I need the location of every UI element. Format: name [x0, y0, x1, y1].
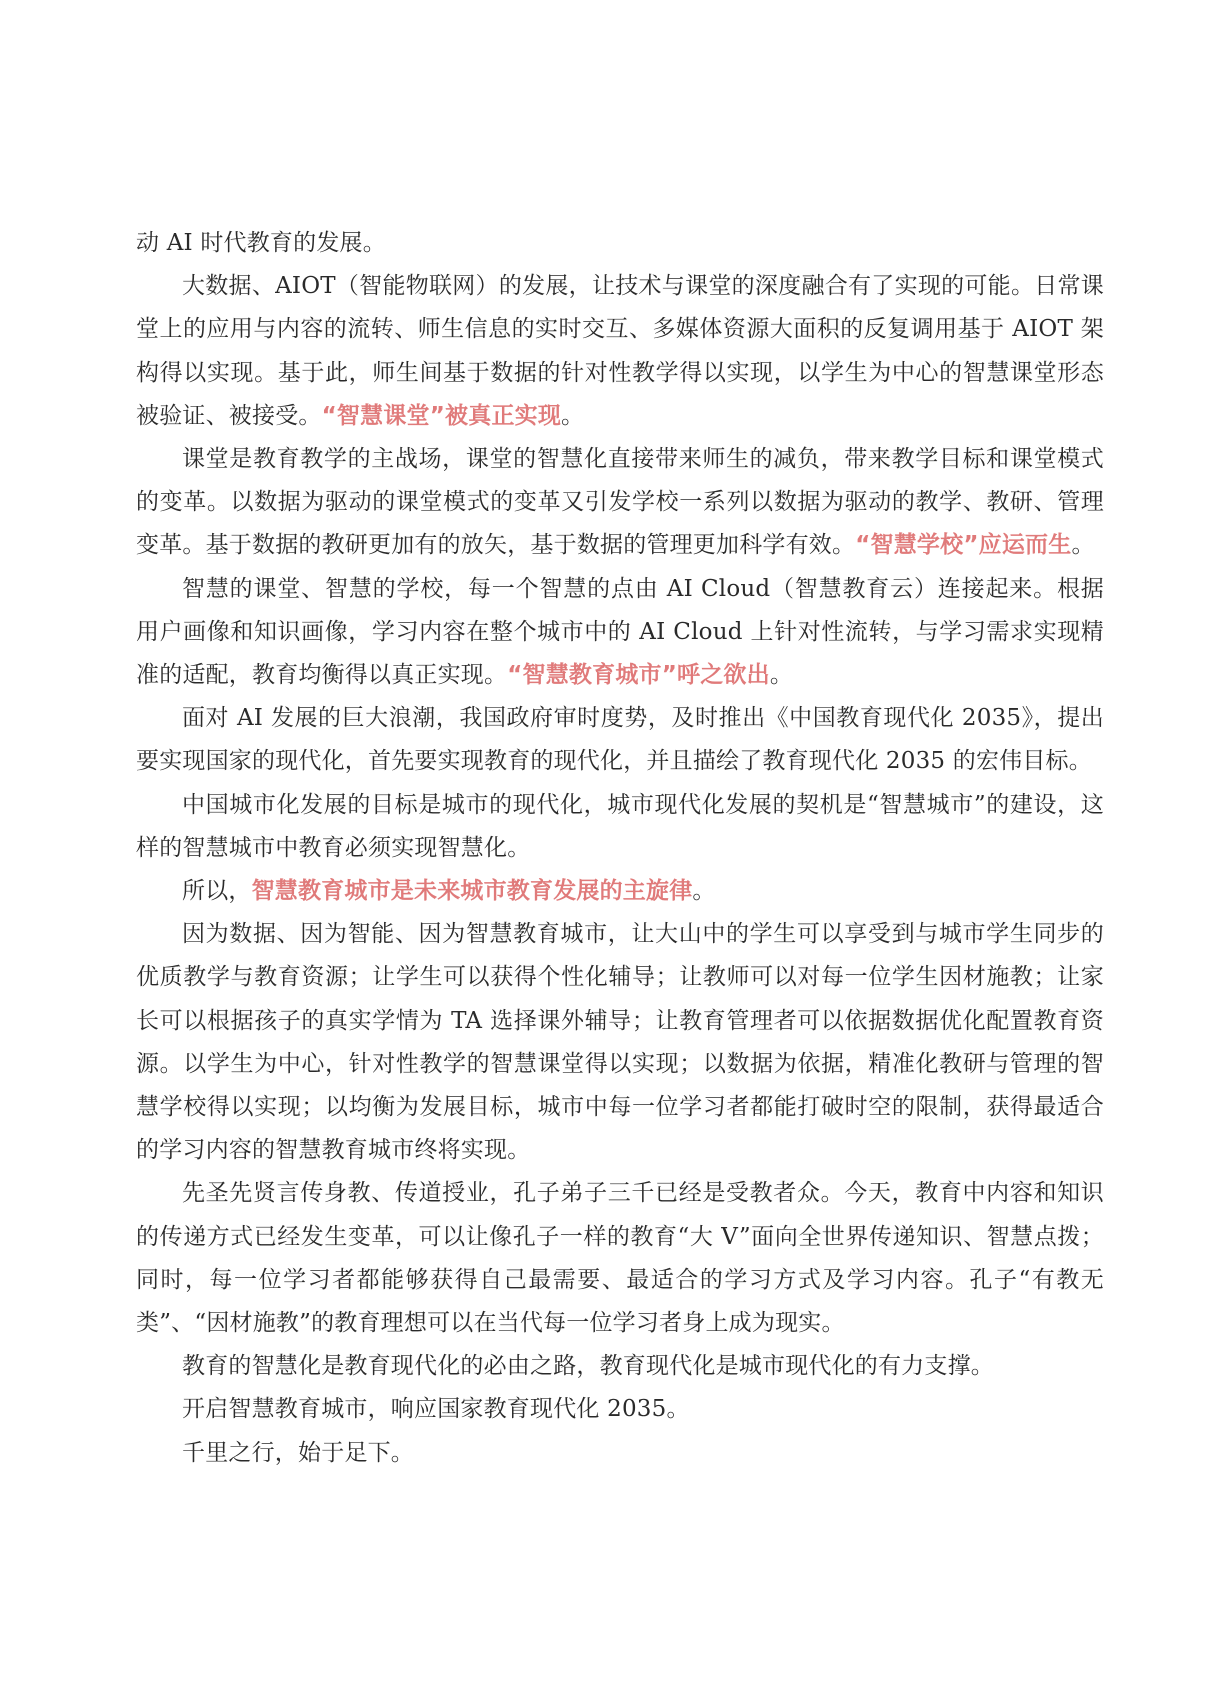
paragraph-text: 所以， [182, 878, 252, 905]
paragraph-tail: 。 [1071, 532, 1095, 559]
paragraph-text: 中国城市化发展的目标是城市的现代化，城市现代化发展的契机是“智慧城市”的建设，这样的智慧城市中教育必须实现智慧化。 [136, 791, 1104, 861]
highlight-smart-education-city: “智慧教育城市”呼之欲出 [507, 662, 770, 689]
paragraph-text: 千里之行，始于足下。 [182, 1439, 414, 1466]
paragraph-2 [136, 265, 1104, 438]
paragraph-text: 动 AI 时代教育的发展。 [136, 230, 386, 256]
paragraph-9 [136, 1172, 1104, 1345]
highlight-smart-school: “智慧学校”应运而生 [855, 532, 1072, 559]
highlight-main-theme: 智慧教育城市是未来城市教育发展的主旋律 [251, 878, 693, 905]
paragraph-10 [136, 1345, 1104, 1388]
paragraph-text: 先圣先贤言传身教、传道授业，孔子弟子三千已经是受教者众。今天，教育中内容和知识的传递方式已经发生变革，可以让像孔子一样的教育“大 V”面向全世界传递知识、智慧点拨；同时，每一位学习者都能够获得自己最需要、最适合的学习方式及学习内容。孔子“有教无类”、“因材施教”的教育理想可以在当代每一位学习者身上成为现实。 [136, 1180, 1104, 1337]
paragraph-1 [136, 222, 1104, 265]
paragraph-8 [136, 913, 1104, 1172]
paragraph-7 [136, 870, 1104, 913]
paragraph-3 [136, 438, 1104, 568]
paragraph-6 [136, 784, 1104, 870]
paragraph-text: 开启智慧教育城市，响应国家教育现代化 2035。 [182, 1396, 690, 1423]
paragraph-text: 教育的智慧化是教育现代化的必由之路，教育现代化是城市现代化的有力支撑。 [182, 1353, 994, 1380]
paragraph-5 [136, 697, 1104, 783]
paragraph-11 [136, 1388, 1104, 1431]
paragraph-4 [136, 568, 1104, 698]
highlight-smart-classroom: “智慧课堂”被真正实现 [321, 402, 562, 429]
paragraph-text: 面对 AI 发展的巨大浪潮，我国政府审时度势，及时推出《中国教育现代化 2035》，提出要实现国家的现代化，首先要实现教育的现代化，并且描绘了教育现代化 2035 的宏伟目标。 [136, 705, 1104, 775]
paragraph-tail: 。 [769, 662, 794, 689]
paragraph-12 [136, 1432, 1104, 1475]
paragraph-tail: 。 [692, 878, 716, 905]
paragraph-text: 智慧的课堂、智慧的学校，每一个智慧的点由 AI Cloud（智慧教育云）连接起来。根据用户画像和知识画像，学习内容在整个城市中的 AI Cloud 上针对性流转，与学习需求实现精准的适配，教育均衡得以真正实现。 [136, 575, 1104, 689]
paragraph-tail: 。 [561, 402, 585, 429]
document-page [136, 222, 1104, 1475]
paragraph-text: 因为数据、因为智能、因为智慧教育城市，让大山中的学生可以享受到与城市学生同步的优质教学与教育资源；让学生可以获得个性化辅导；让教师可以对每一位学生因材施教；让家长可以根据孩子的真实学情为 TA 选择课外辅导；让教育管理者可以依据数据优化配置教育资源。以学生为中心，针对性教学的智慧课堂得以实现；以数据为依据，精准化教研与管理的智慧学校得以实现；以均衡为发展目标，城市中每一位学习者都能打破时空的限制，获得最适合的学习内容的智慧教育城市终将实现。 [136, 921, 1104, 1164]
paragraph-text: 课堂是教育教学的主战场，课堂的智慧化直接带来师生的减负，带来教学目标和课堂模式的变革。以数据为驱动的课堂模式的变革又引发学校一系列以数据为驱动的教学、教研、管理变革。基于数据的教研更加有的放矢，基于数据的管理更加科学有效。 [136, 446, 1104, 559]
paragraph-text: 大数据、AIOT（智能物联网）的发展，让技术与课堂的深度融合有了实现的可能。日常课堂上的应用与内容的流转、师生信息的实时交互、多媒体资源大面积的反复调用基于 AIOT 架构得以实现。基于此，师生间基于数据的针对性教学得以实现，以学生为中心的智慧课堂形态被验证、被接受。 [136, 273, 1104, 429]
